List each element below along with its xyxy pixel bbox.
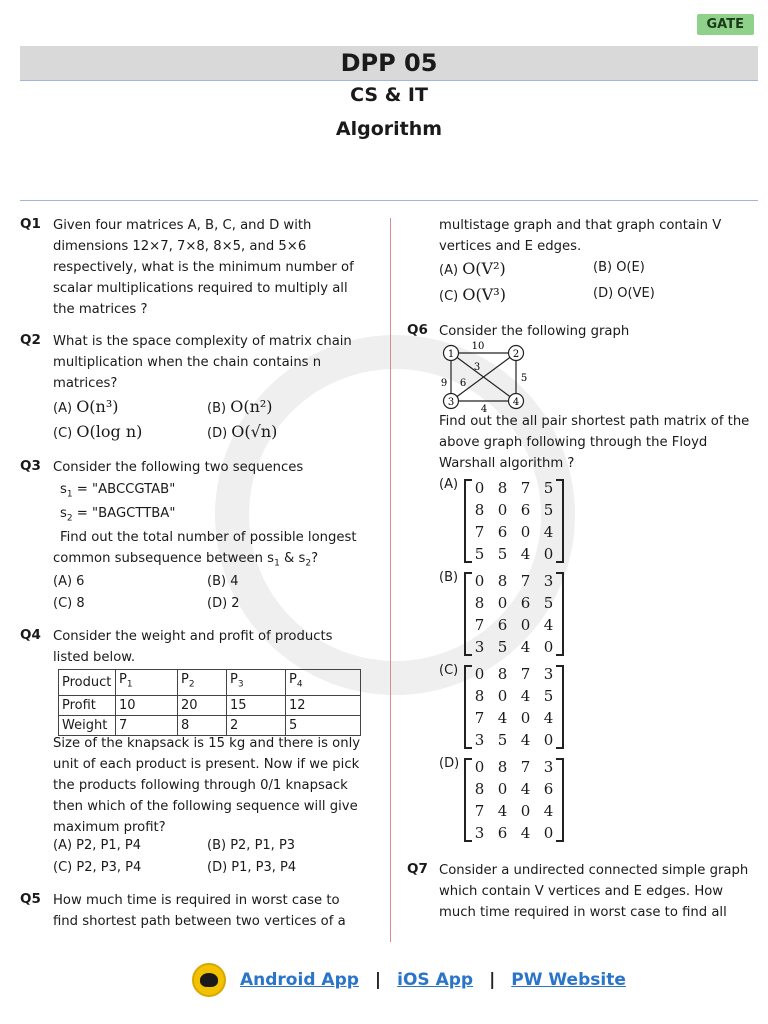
knapsack-table <box>58 669 361 736</box>
android-app-link[interactable]: Android App <box>240 970 359 990</box>
q5-option-b[interactable]: (B) O(E) <box>593 260 645 275</box>
q6-graph <box>434 340 534 414</box>
q2-option-b[interactable]: (B) O(n²) <box>207 397 273 416</box>
q6-option-d-matrix[interactable]: 0 8 7 3 8 0 4 6 7 4 0 4 3 6 4 0 <box>468 758 560 842</box>
graph-node-4: 4 <box>512 397 520 408</box>
table-row: Profit 10 20 15 12 <box>59 695 361 715</box>
q7-text: Consider a undirected connected simple graph which contain V vertices and E edges. How much time required in worst case to find all <box>439 863 749 920</box>
q5-option-d[interactable]: (D) O(VE) <box>593 286 655 301</box>
q3-line2: Find out the total number of possible longest <box>60 530 357 545</box>
q5-option-c[interactable]: (C) O(V³) <box>439 285 506 304</box>
q3-seq2: $s_2$ = "BAGCTTBA" <box>60 506 176 524</box>
graph-node-1: 1 <box>447 349 455 360</box>
q2-number: Q2 <box>20 332 41 348</box>
q4-text: Consider the weight and profit of products listed below. <box>53 629 333 665</box>
subject-heading: CS & IT <box>350 84 428 106</box>
table-row: Weight 7 8 2 5 <box>59 715 361 735</box>
graph-node-3: 3 <box>447 397 455 408</box>
q6-line1: Consider the following graph <box>439 324 630 339</box>
q1-text: Given four matrices A, B, C, and D with dimensions 12×7, 7×8, 8×5, and 5×6 respectively, what is the minimum number of scalar multiplications required to multiply all the matrices ? <box>53 218 354 317</box>
q2-option-c[interactable]: (C) O(log n) <box>53 422 143 441</box>
q4-option-a[interactable]: (A) P2, P1, P4 <box>53 838 142 853</box>
q3-line1: Consider the following two sequences <box>53 460 304 475</box>
q2-option-a[interactable]: (A) O(n³) <box>53 397 119 416</box>
table-row: Product $P_1$ $P_2$ $P_3$ $P_4$ <box>59 670 361 696</box>
graph-weight: 5 <box>520 373 528 384</box>
q3-option-d[interactable]: (D) 2 <box>207 596 240 611</box>
exam-badge: GATE <box>697 14 754 35</box>
topic-heading: Algorithm <box>335 118 443 140</box>
q1-number: Q1 <box>20 216 41 232</box>
graph-weight: 9 <box>440 378 448 389</box>
q3-option-c[interactable]: (C) 8 <box>53 596 85 611</box>
q3-option-a[interactable]: (A) 6 <box>53 574 85 589</box>
q6-text: Find out the all pair shortest path matrix of the above graph following through the Floyd Warshall algorithm ? <box>439 414 750 471</box>
column-divider <box>390 218 391 942</box>
q4-option-b[interactable]: (B) P2, P1, P3 <box>207 838 296 853</box>
page-title: DPP 05 <box>20 46 758 81</box>
header-divider <box>20 200 758 201</box>
q5-number: Q5 <box>20 891 41 907</box>
q3-line3: common subsequence between $s_1$ & $s_2$? <box>53 551 319 569</box>
q6-option-a-label: (A) <box>439 477 459 492</box>
q5-option-a[interactable]: (A) O(V²) <box>439 259 506 278</box>
q6-number: Q6 <box>407 322 428 338</box>
q6-option-d-label: (D) <box>439 756 460 771</box>
pw-website-link[interactable]: PW Website <box>511 970 626 990</box>
q5-text-continued: multistage graph and that graph contain V vertices and E edges. <box>439 218 722 254</box>
footer-separator: | <box>489 970 496 990</box>
q5-text: How much time is required in worst case to find shortest path between two vertices of a <box>53 893 346 929</box>
graph-weight: 4 <box>480 404 488 414</box>
q6-option-c-label: (C) <box>439 663 459 678</box>
q4-option-d[interactable]: (D) P1, P3, P4 <box>207 860 297 875</box>
q4-option-c[interactable]: (C) P2, P3, P4 <box>53 860 142 875</box>
q7-number: Q7 <box>407 861 428 877</box>
q6-option-a-matrix[interactable]: 0 8 7 5 8 0 6 5 7 6 0 4 5 5 4 0 <box>468 479 560 563</box>
graph-weight: 3 <box>473 362 481 373</box>
footer-links <box>192 962 626 998</box>
q3-number: Q3 <box>20 458 41 474</box>
customer-service-icon <box>192 963 226 997</box>
q6-option-b-matrix[interactable]: 0 8 7 3 8 0 6 5 7 6 0 4 3 5 4 0 <box>468 572 560 656</box>
q3-seq1: $s_1$ = "ABCCGTAB" <box>60 482 176 500</box>
q3-option-b[interactable]: (B) 4 <box>207 574 239 589</box>
q2-text: What is the space complexity of matrix chain multiplication when the chain contains n matrices? <box>53 334 352 391</box>
footer-separator: | <box>374 970 382 990</box>
graph-weight: 10 <box>471 341 485 352</box>
graph-weight: 6 <box>459 378 467 389</box>
q4-number: Q4 <box>20 627 41 643</box>
q4-text-after: Size of the knapsack is 15 kg and there is only unit of each product is present. Now if we pick the products following through 0/1 knapsack then which of the following sequence will give maximum profit? <box>53 736 361 835</box>
q6-option-b-label: (B) <box>439 570 459 585</box>
q2-option-d[interactable]: (D) O(√n) <box>207 422 278 441</box>
graph-node-2: 2 <box>512 349 520 360</box>
q6-option-c-matrix[interactable]: 0 8 7 3 8 0 4 5 7 4 0 4 3 5 4 0 <box>468 665 560 749</box>
ios-app-link[interactable]: iOS App <box>397 970 474 990</box>
